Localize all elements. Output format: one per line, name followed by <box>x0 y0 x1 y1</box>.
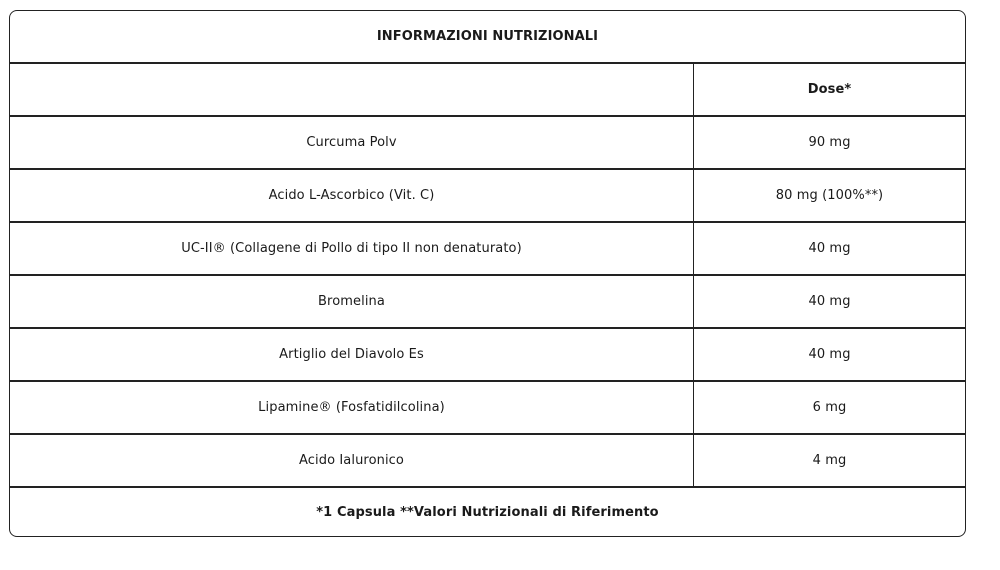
header-name-cell <box>10 64 694 115</box>
ingredient-name: Lipamine® (Fosfatidilcolina) <box>10 382 694 433</box>
ingredient-name: Bromelina <box>10 276 694 327</box>
table-row <box>10 327 965 380</box>
table-header-row <box>10 62 965 115</box>
table-row <box>10 168 965 221</box>
ingredient-dose: 40 mg <box>808 294 851 309</box>
ingredient-name: Acido Ialuronico <box>10 435 694 486</box>
table-row <box>10 433 965 486</box>
ingredient-dose: 80 mg (100%**) <box>775 188 884 203</box>
nutrition-table <box>9 10 966 537</box>
table-row <box>10 380 965 433</box>
table-footer-row <box>10 486 965 536</box>
ingredient-name: Acido L-Ascorbico (Vit. C) <box>10 170 694 221</box>
table-title: INFORMAZIONI NUTRIZIONALI <box>376 29 599 44</box>
ingredient-dose: 6 mg <box>812 400 847 415</box>
ingredient-dose: 4 mg <box>812 453 847 468</box>
header-dose-cell: Dose* <box>807 82 852 97</box>
ingredient-name: Curcuma Polv <box>10 117 694 168</box>
table-row <box>10 274 965 327</box>
table-footnote: *1 Capsula **Valori Nutrizionali di Riferimento <box>316 504 659 520</box>
table-row <box>10 221 965 274</box>
ingredient-dose: 40 mg <box>808 241 851 256</box>
ingredient-name: Artiglio del Diavolo Es <box>10 329 694 380</box>
ingredient-dose: 90 mg <box>808 135 851 150</box>
ingredient-name: UC-II® (Collagene di Pollo di tipo II non denaturato) <box>10 223 694 274</box>
table-row <box>10 115 965 168</box>
ingredient-dose: 40 mg <box>808 347 851 362</box>
table-title-row <box>10 11 965 62</box>
